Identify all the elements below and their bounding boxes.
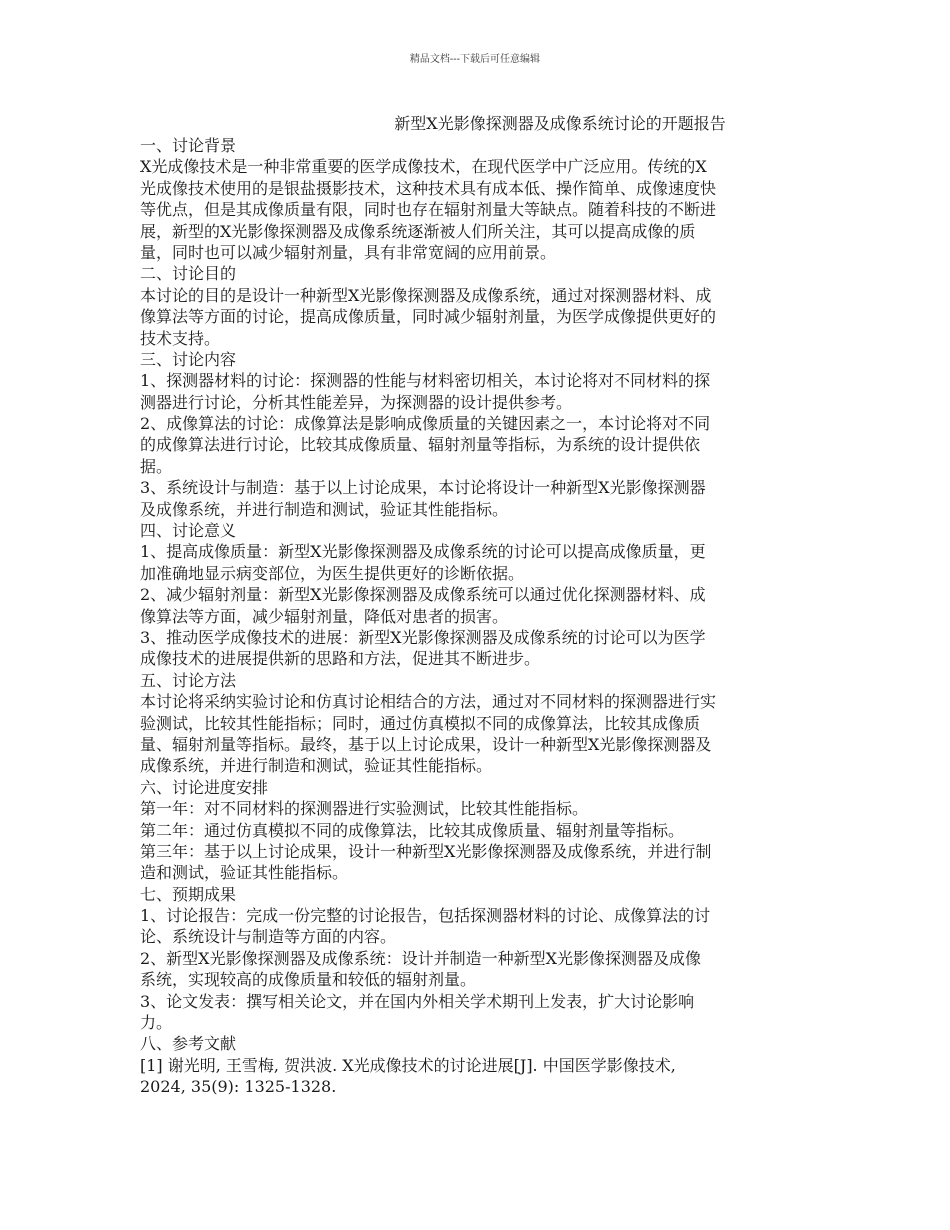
section-content [140, 349, 812, 520]
paragraph-line: 1、讨论报告：完成一份完整的讨论报告，包括探测器材料的讨论、成像算法的讨 [140, 906, 711, 926]
section-heading: 八、参考文献 [140, 1034, 237, 1054]
paragraph-line: 3、推动医学成像技术的进展：新型X光影像探测器及成像系统的讨论可以为医学 [140, 627, 706, 647]
paragraph-line: 2、新型X光影像探测器及成像系统：设计并制造一种新型X光影像探测器及成像 [140, 948, 701, 968]
page-header: 精品文档---下载后可任意编辑 [409, 54, 541, 65]
reference-line: 2024, 35(9): 1325-1328. [140, 1077, 337, 1097]
paragraph-line: 力。 [140, 1013, 173, 1033]
paragraph-line: 本讨论将采纳实验讨论和仿真讨论相结合的方法，通过对不同材料的探测器进行实 [140, 692, 717, 712]
section-heading: 四、讨论意义 [140, 521, 237, 541]
paragraph-line: 测器进行讨论，分析其性能差异，为探测器的设计提供参考。 [140, 392, 573, 412]
section-significance [140, 520, 812, 670]
section-heading: 五、讨论方法 [140, 670, 237, 690]
section-heading: 七、预期成果 [140, 884, 237, 904]
paragraph-line: 据。 [140, 456, 173, 476]
paragraph-line: 及成像系统，并进行制造和测试，验证其性能指标。 [140, 499, 509, 519]
paragraph-line: X光成像技术是一种非常重要的医学成像技术，在现代医学中广泛应用。传统的X [140, 157, 707, 177]
paragraph-line: 第一年：对不同材料的探测器进行实验测试，比较其性能指标。 [140, 799, 589, 819]
paragraph-line: 第三年：基于以上讨论成果，设计一种新型X光影像探测器及成像系统，并进行制 [140, 841, 712, 861]
paragraph-line: 3、论文发表：撰写相关论文，并在国内外相关学术期刊上发表，扩大讨论影响 [140, 991, 695, 1011]
section-heading: 三、讨论内容 [140, 349, 237, 369]
paragraph-line: 2、减少辐射剂量：新型X光影像探测器及成像系统可以通过优化探测器材料、成 [140, 585, 706, 605]
paragraph-line: 成像系统，并进行制造和测试，验证其性能指标。 [140, 756, 493, 776]
paragraph-line: 加准确地显示病变部位，为医生提供更好的诊断依据。 [140, 563, 525, 583]
paragraph-line: 1、提高成像质量：新型X光影像探测器及成像系统的讨论可以提高成像质量，更 [140, 542, 706, 562]
document-body [140, 135, 812, 1098]
paragraph-line: 3、系统设计与制造：基于以上讨论成果，本讨论将设计一种新型X光影像探测器 [140, 478, 706, 498]
paragraph-line: 的成像算法进行讨论，比较其成像质量、辐射剂量等指标，为系统的设计提供依 [140, 435, 701, 455]
section-heading: 一、讨论背景 [140, 136, 237, 155]
paragraph-line: 光成像技术使用的是银盐摄影技术，这种技术具有成本低、操作简单、成像速度快 [140, 178, 717, 198]
paragraph-line: 第二年：通过仿真模拟不同的成像算法，比较其成像质量、辐射剂量等指标。 [140, 820, 685, 840]
section-outcomes [140, 884, 812, 1034]
paragraph-line: 量，同时也可以减少辐射剂量，具有非常宽阔的应用前景。 [140, 242, 557, 262]
paragraph-line: 像算法等方面的讨论，提高成像质量，同时减少辐射剂量，为医学成像提供更好的 [140, 307, 717, 327]
paragraph-line: 论、系统设计与制造等方面的内容。 [140, 927, 397, 947]
section-background [140, 135, 812, 263]
paragraph-line: 本讨论的目的是设计一种新型X光影像探测器及成像系统，通过对探测器材料、成 [140, 285, 712, 305]
paragraph-line: 1、探测器材料的讨论：探测器的性能与材料密切相关，本讨论将对不同材料的探 [140, 371, 711, 391]
paragraph-line: 像算法等方面，减少辐射剂量，降低对患者的损害。 [140, 606, 509, 626]
paragraph-line: 系统，实现较高的成像质量和较低的辐射剂量。 [140, 970, 477, 990]
paragraph-line: 展，新型的X光影像探测器及成像系统逐渐被人们所关注，其可以提高成像的质 [140, 221, 696, 241]
section-references [140, 1033, 812, 1097]
paragraph-line: 造和测试，验证其性能指标。 [140, 863, 349, 883]
paragraph-line: 量、辐射剂量等指标。最终，基于以上讨论成果，设计一种新型X光影像探测器及 [140, 734, 712, 754]
section-method [140, 670, 812, 777]
reference-line: [1] 谢光明, 王雪梅, 贺洪波. X光成像技术的讨论进展[J]. 中国医学影像技术, [140, 1055, 676, 1075]
section-heading: 二、讨论目的 [140, 264, 237, 284]
section-purpose [140, 263, 812, 349]
paragraph-line: 等优点，但是其成像质量有限，同时也存在辐射剂量大等缺点。随着科技的不断进 [140, 200, 717, 220]
paragraph-line: 2、成像算法的讨论：成像算法是影响成像质量的关键因素之一，本讨论将对不同 [140, 414, 711, 434]
section-heading: 六、讨论进度安排 [140, 777, 269, 797]
document-title: 新型X光影像探测器及成像系统讨论的开题报告 [394, 114, 726, 133]
paragraph-line: 成像技术的进展提供新的思路和方法，促进其不断进步。 [140, 649, 541, 669]
paragraph-line: 验测试，比较其性能指标；同时，通过仿真模拟不同的成像算法，比较其成像质 [140, 713, 701, 733]
paragraph-line: 技术支持。 [140, 328, 221, 348]
section-schedule [140, 777, 812, 884]
